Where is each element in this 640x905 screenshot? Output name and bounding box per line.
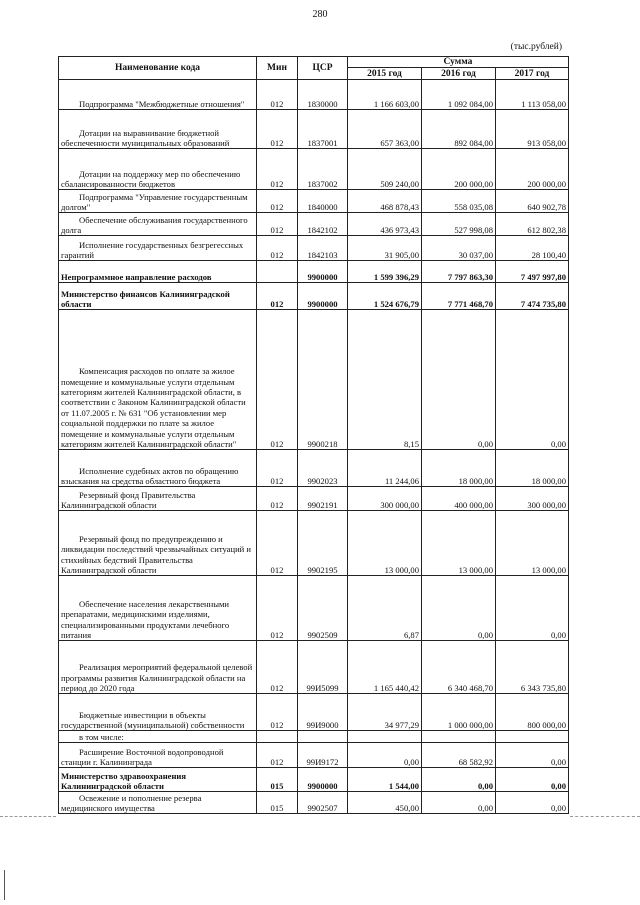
row-name-text: Исполнение государственных безгрегессных гарантий: [61, 239, 244, 260]
row-name-text: Резервный фонд по предупреждению и ликвидации последствий чрезвычайных ситуаций и стихийных бедствий Правительства Калининградской области: [61, 533, 252, 575]
row-value-2016: 558 035,08: [422, 190, 496, 213]
row-value-2016: 18 000,00: [422, 450, 496, 487]
row-min: 012: [257, 641, 298, 694]
row-value-2015: 31 905,00: [348, 236, 422, 261]
row-csr: 9902195: [298, 511, 348, 576]
row-min: 012: [257, 110, 298, 149]
row-value-2015: 13 000,00: [348, 511, 422, 576]
row-name: [59, 261, 257, 283]
row-csr: 1840000: [298, 190, 348, 213]
header-name: Наименование кода: [59, 57, 257, 80]
row-csr: 99И9172: [298, 743, 348, 768]
row-value-2017: 612 802,38: [496, 213, 569, 236]
row-csr: 9902509: [298, 576, 348, 641]
row-name: [59, 110, 257, 149]
row-value-2015: 34 977,29: [348, 694, 422, 731]
row-value-2015: 468 878,43: [348, 190, 422, 213]
table-row: [59, 768, 569, 792]
row-min: 012: [257, 236, 298, 261]
row-min: 012: [257, 310, 298, 450]
row-csr: 9900000: [298, 283, 348, 310]
table-row: [59, 576, 569, 641]
row-value-2015: 8,15: [348, 310, 422, 450]
row-value-2017: 0,00: [496, 576, 569, 641]
row-value-2016: 7 771 468,70: [422, 283, 496, 310]
row-value-2015: 11 244,06: [348, 450, 422, 487]
row-name-text: Компенсация расходов по оплате за жилое помещение и коммунальные услуги отдельным категориям жителей Калининградской области, в соответствии с Законом Калининградской области от 11.07.2005 г. № 631 "Об установлении мер социальной поддержки по плате за жилое помещение и коммунальные услуги отдельным категориям жителей Калининградской области": [61, 366, 246, 449]
table-row: [59, 110, 569, 149]
row-csr: 99И9000: [298, 694, 348, 731]
table-row: [59, 694, 569, 731]
row-csr: [298, 731, 348, 743]
row-value-2015: 657 363,00: [348, 110, 422, 149]
row-value-2015: 1 544,00: [348, 768, 422, 792]
scan-artifact-right: [570, 816, 640, 817]
row-value-2015: 1 599 396,29: [348, 261, 422, 283]
row-name-text: Подпрограмма "Межбюджетные отношения": [79, 99, 245, 109]
header-min: Мин: [257, 57, 298, 80]
row-name-text: Обеспечение обслуживания государственного долга: [61, 214, 248, 235]
row-csr: 99И5099: [298, 641, 348, 694]
header-2015: 2015 год: [348, 68, 422, 80]
units-label: (тыс.рублей): [510, 42, 562, 52]
scan-artifact-left: [0, 816, 56, 817]
row-value-2015: 509 240,00: [348, 149, 422, 190]
row-name: [59, 149, 257, 190]
row-name-text: в том числе:: [79, 732, 124, 742]
row-name-text: Обеспечение населения лекарственными препаратами, медицинскими изделиями, специализированными продуктами лечебного питания: [61, 598, 230, 640]
row-value-2015: 1 524 676,79: [348, 283, 422, 310]
table-row: [59, 792, 569, 814]
row-name: [59, 694, 257, 731]
table-row: [59, 283, 569, 310]
row-value-2016: 6 340 468,70: [422, 641, 496, 694]
row-name: [59, 213, 257, 236]
row-name-text: Расширение Восточной водопроводной станции г. Калининграда: [61, 746, 224, 767]
table-row: [59, 731, 569, 743]
header-csr: ЦСР: [298, 57, 348, 80]
row-name-text: Непрограммное направление расходов: [61, 272, 212, 282]
row-min: 012: [257, 283, 298, 310]
header-2016: 2016 год: [422, 68, 496, 80]
row-value-2017: 6 343 735,80: [496, 641, 569, 694]
row-name: [59, 743, 257, 768]
row-value-2015: 300 000,00: [348, 487, 422, 511]
row-name: [59, 768, 257, 792]
row-value-2017: 1 113 058,00: [496, 80, 569, 110]
scan-edge-mark: [4, 870, 7, 900]
row-csr: 9902507: [298, 792, 348, 814]
row-csr: 1837001: [298, 110, 348, 149]
row-name: [59, 190, 257, 213]
row-min: 012: [257, 576, 298, 641]
row-name-text: Бюджетные инвестиции в объекты государственной (муниципальной) собственности: [61, 709, 245, 730]
row-csr: 1837002: [298, 149, 348, 190]
table-row: [59, 641, 569, 694]
row-name: [59, 487, 257, 511]
row-name-text: Исполнение судебных актов по обращению взыскания на средства областного бюджета: [61, 465, 239, 486]
row-min: 012: [257, 694, 298, 731]
row-name: [59, 283, 257, 310]
table-row: [59, 261, 569, 283]
row-value-2016: 0,00: [422, 310, 496, 450]
row-csr: 9900218: [298, 310, 348, 450]
row-value-2015: 450,00: [348, 792, 422, 814]
row-value-2016: 0,00: [422, 768, 496, 792]
row-value-2016: 13 000,00: [422, 511, 496, 576]
table-row: [59, 487, 569, 511]
row-min: 012: [257, 450, 298, 487]
row-value-2015: 1 165 440,42: [348, 641, 422, 694]
row-value-2016: 892 084,00: [422, 110, 496, 149]
row-value-2017: 640 902,78: [496, 190, 569, 213]
table-row: [59, 310, 569, 450]
row-value-2016: 0,00: [422, 576, 496, 641]
row-name: [59, 641, 257, 694]
table-row: [59, 149, 569, 190]
row-name-text: Дотации на поддержку мер по обеспечению сбалансированности бюджетов: [61, 168, 241, 189]
row-value-2016: 527 998,08: [422, 213, 496, 236]
row-value-2015: [348, 731, 422, 743]
row-name: [59, 792, 257, 814]
table-row: [59, 450, 569, 487]
row-min: 015: [257, 768, 298, 792]
row-csr: 1842103: [298, 236, 348, 261]
row-name-text: Министерство финансов Калининградской области: [61, 288, 230, 309]
row-value-2017: 0,00: [496, 310, 569, 450]
row-min: 015: [257, 792, 298, 814]
row-min: 012: [257, 149, 298, 190]
row-name-text: Реализация мероприятий федеральной целевой программы развития Калининградской области на период до 2020 года: [61, 662, 253, 693]
row-name: [59, 310, 257, 450]
row-value-2016: 1 092 084,00: [422, 80, 496, 110]
row-name: [59, 576, 257, 641]
row-name-text: Подпрограмма "Управление государственным долгом": [61, 191, 248, 212]
row-csr: 1830000: [298, 80, 348, 110]
table-header: [59, 57, 569, 80]
row-csr: 9902191: [298, 487, 348, 511]
row-value-2017: [496, 731, 569, 743]
row-value-2017: 200 000,00: [496, 149, 569, 190]
row-csr: 9900000: [298, 768, 348, 792]
row-csr: 9900000: [298, 261, 348, 283]
budget-table-wrapper: [58, 56, 568, 814]
budget-table: [58, 56, 569, 814]
row-value-2015: 436 973,43: [348, 213, 422, 236]
header-sum: Сумма: [348, 57, 569, 68]
row-value-2017: 913 058,00: [496, 110, 569, 149]
row-value-2017: 300 000,00: [496, 487, 569, 511]
page-number: 280: [312, 9, 328, 20]
row-value-2017: 0,00: [496, 768, 569, 792]
row-name-text: Министерство здравоохранения Калининградской области: [61, 770, 187, 791]
row-min: [257, 261, 298, 283]
row-value-2015: 6,87: [348, 576, 422, 641]
table-row: [59, 80, 569, 110]
table-row: [59, 190, 569, 213]
table-body: [59, 80, 569, 814]
row-csr: 9902023: [298, 450, 348, 487]
row-min: 012: [257, 190, 298, 213]
header-2017: 2017 год: [496, 68, 569, 80]
row-name-text: Резервный фонд Правительства Калининградской области: [61, 489, 196, 510]
row-min: [257, 731, 298, 743]
row-value-2016: 30 037,00: [422, 236, 496, 261]
row-min: 012: [257, 213, 298, 236]
row-value-2015: 0,00: [348, 743, 422, 768]
row-value-2017: 800 000,00: [496, 694, 569, 731]
row-value-2017: 7 474 735,80: [496, 283, 569, 310]
row-value-2017: 0,00: [496, 743, 569, 768]
row-value-2016: [422, 731, 496, 743]
row-value-2017: 28 100,40: [496, 236, 569, 261]
table-row: [59, 743, 569, 768]
table-row: [59, 511, 569, 576]
row-value-2017: 13 000,00: [496, 511, 569, 576]
row-value-2016: 0,00: [422, 792, 496, 814]
row-min: 012: [257, 511, 298, 576]
row-name: [59, 236, 257, 261]
row-min: 012: [257, 743, 298, 768]
row-value-2015: 1 166 603,00: [348, 80, 422, 110]
row-name-text: Освежение и пополнение резерва медицинского имущества: [61, 792, 202, 813]
row-value-2016: 200 000,00: [422, 149, 496, 190]
row-value-2017: 0,00: [496, 792, 569, 814]
row-name: [59, 731, 257, 743]
row-name: [59, 511, 257, 576]
row-csr: 1842102: [298, 213, 348, 236]
row-value-2017: 7 497 997,80: [496, 261, 569, 283]
row-name: [59, 80, 257, 110]
row-name-text: Дотации на выравнивание бюджетной обеспеченности муниципальных образований: [61, 127, 230, 148]
row-value-2017: 18 000,00: [496, 450, 569, 487]
row-value-2016: 7 797 863,30: [422, 261, 496, 283]
table-row: [59, 213, 569, 236]
table-row: [59, 236, 569, 261]
row-min: 012: [257, 487, 298, 511]
row-min: 012: [257, 80, 298, 110]
row-value-2016: 68 582,92: [422, 743, 496, 768]
row-name: [59, 450, 257, 487]
row-value-2016: 400 000,00: [422, 487, 496, 511]
row-value-2016: 1 000 000,00: [422, 694, 496, 731]
